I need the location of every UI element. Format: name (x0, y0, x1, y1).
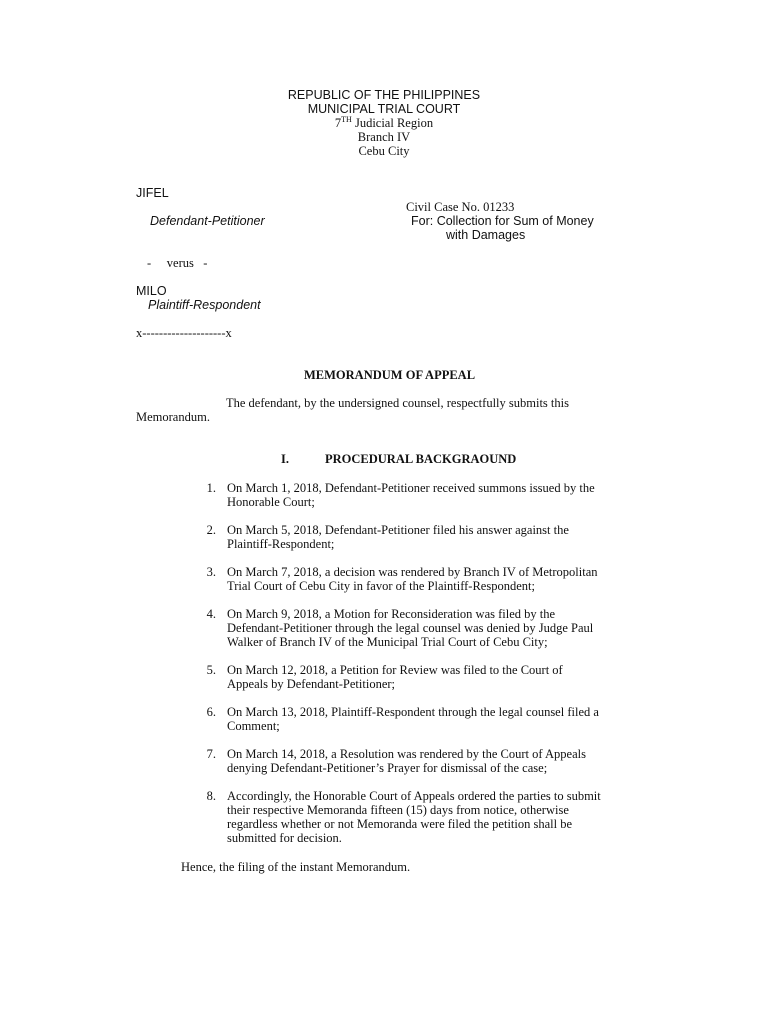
list-item-text (227, 705, 697, 733)
intro-line-2: Memorandum. (136, 410, 210, 424)
list-item-number: 1. (206, 481, 216, 495)
list-item-line: Defendant-Petitioner through the legal counsel was denied by Judge Paul (227, 621, 594, 635)
list-item-line: denying Defendant-Petitioner’s Prayer for dismissal of the case; (227, 761, 548, 775)
list-item-number: 3. (206, 565, 216, 579)
header-region (0, 116, 768, 130)
list-item-line: On March 1, 2018, Defendant-Petitioner received summons issued by the (227, 481, 595, 495)
list-item-line: Comment; (227, 719, 280, 733)
list-item-number: 8. (206, 789, 216, 803)
header-city: Cebu City (358, 144, 410, 158)
list-item-text (227, 789, 697, 845)
list-item-line: Trial Court of Cebu City in favor of the Plaintiff-Respondent; (227, 579, 535, 593)
list-item-number: 2. (206, 523, 216, 537)
header-region-text: Judicial Region (351, 116, 434, 130)
list-item-line: On March 12, 2018, a Petition for Review was filed to the Court of (227, 663, 563, 677)
court-header (0, 88, 768, 158)
section-numeral: I. (281, 452, 289, 466)
header-branch: Branch IV (357, 130, 411, 144)
list-item-text (227, 663, 697, 691)
case-number: Civil Case No. 01233 (406, 200, 515, 214)
list-item-text (227, 607, 697, 649)
header-republic: REPUBLIC OF THE PHILIPPINES (287, 88, 481, 102)
list-item-text (227, 523, 697, 551)
list-item-line: regardless whether or not Memoranda were filed the petition shall be (227, 817, 573, 831)
document-title: MEMORANDUM OF APPEAL (304, 368, 476, 382)
party2-role: Plaintiff-Respondent (148, 298, 261, 312)
versus-text: - verus - (147, 256, 208, 270)
header-court: MUNICIPAL TRIAL COURT (307, 102, 461, 116)
list-item-line: Plaintiff-Respondent; (227, 537, 335, 551)
caption-separator: x--------------------x (136, 326, 232, 340)
list-item-line: their respective Memoranda fifteen (15) days from notice, otherwise (227, 803, 569, 817)
header-region-number: 7 (334, 116, 342, 130)
list-item-number: 6. (206, 705, 216, 719)
list-item-number: 7. (206, 747, 216, 761)
list-item-text (227, 565, 697, 593)
list-item-line: On March 5, 2018, Defendant-Petitioner filed his answer against the (227, 523, 569, 537)
party1-role: Defendant-Petitioner (150, 214, 265, 228)
section-heading: PROCEDURAL BACKGRAOUND (325, 452, 517, 466)
list-item-number: 4. (206, 607, 216, 621)
list-item-number: 5. (206, 663, 216, 677)
list-item-line: Honorable Court; (227, 495, 315, 509)
list-item-text (227, 747, 697, 775)
closing-statement: Hence, the filing of the instant Memorandum. (181, 860, 411, 874)
list-item-line: On March 9, 2018, a Motion for Reconsideration was filed by the (227, 607, 556, 621)
list-item-line: On March 14, 2018, a Resolution was rendered by the Court of Appeals (227, 747, 586, 761)
list-item-line: On March 7, 2018, a decision was rendered by Branch IV of Metropolitan (227, 565, 598, 579)
case-for-line2: with Damages (446, 228, 526, 242)
party1-name: JIFEL (136, 186, 169, 200)
list-item-line: Walker of Branch IV of the Municipal Trial Court of Cebu City; (227, 635, 548, 649)
list-item-line: Appeals by Defendant-Petitioner; (227, 677, 396, 691)
case-for-line1: For: Collection for Sum of Money (411, 214, 594, 228)
list-item-line: On March 13, 2018, Plaintiff-Respondent through the legal counsel filed a (227, 705, 599, 719)
intro-line-1: The defendant, by the undersigned counsel, respectfully submits this (226, 396, 569, 410)
list-item-line: Accordingly, the Honorable Court of Appeals ordered the parties to submit (227, 789, 601, 803)
party2-name: MILO (136, 284, 167, 298)
list-item-text (227, 481, 697, 509)
list-item-line: submitted for decision. (227, 831, 342, 845)
header-region-suffix: TH (341, 114, 352, 124)
